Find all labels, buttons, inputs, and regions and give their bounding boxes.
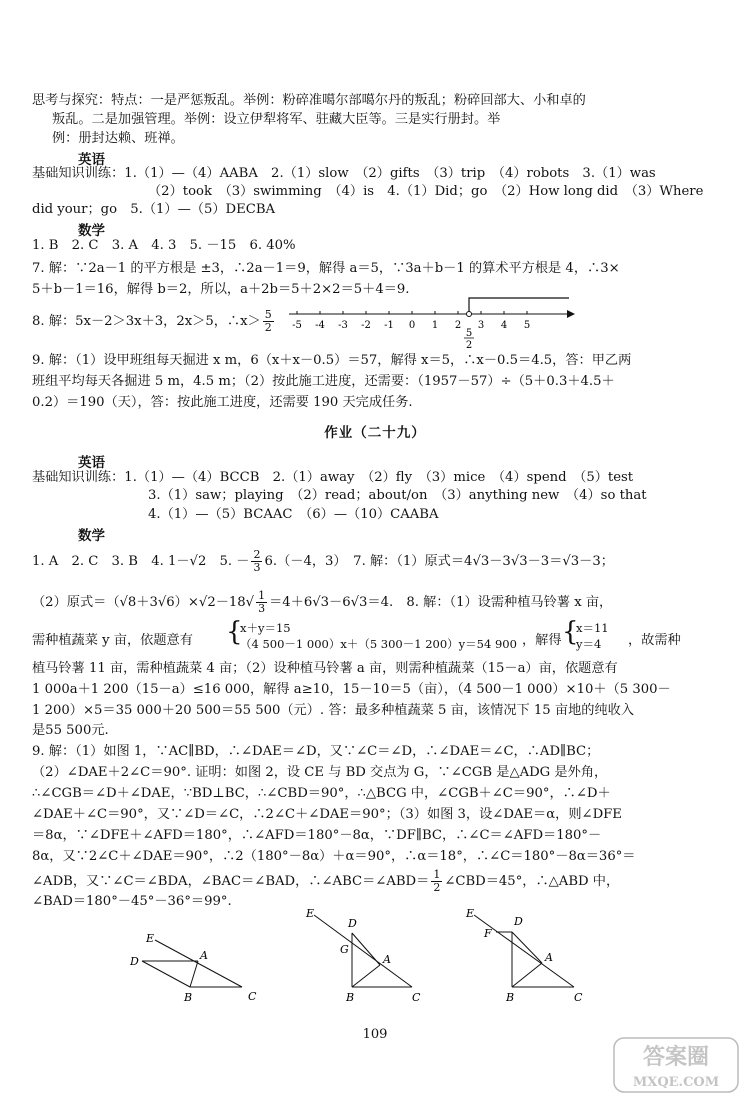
brace: { — [562, 617, 579, 647]
solution-ray — [469, 298, 569, 314]
section-title: 作业（二十九） — [324, 425, 426, 441]
number-line-tick-label: 0 — [408, 320, 416, 331]
inequality-text: 8. 解：5x－2＞3x＋3，2x＞5，∴x＞ — [32, 314, 261, 329]
math-heading: 数学 — [78, 223, 105, 239]
brace: { — [226, 617, 243, 647]
label-C: C — [574, 991, 583, 1004]
math-answer-line: 7. 解：∵2a－1 的平方根是 ±3，∴2a－1＝9，解得 a＝5，∵3a＋b－1 的算术平方根是 4，∴3× — [32, 261, 620, 276]
math-answer-line: 9. 解：（1）设甲班组每天掘进 x m，6（x＋x－0.5）＝57，解得 x＝5，∴x－0.5＝4.5，答：甲乙两 — [32, 353, 632, 368]
math-answer-line: 1 000a＋1 200（15－a）≤16 000，解得 a≥10，15－10＝5（亩），（4 500－1 000）×10＋（5 300－ — [32, 682, 671, 697]
answers-text: 1. A 2. C 3. B 4. 1－√2 5. － — [32, 554, 250, 569]
expression-text: （2）原式＝（√8＋3√6）×√2－18√ — [32, 595, 255, 610]
label-B: B — [184, 991, 193, 1004]
number-line-tick-label: -3 — [338, 320, 348, 331]
number-line-tick-label: -1 — [384, 320, 394, 331]
math-answer-line: 需种植蔬菜 y 亩，依题意有 — [32, 633, 193, 648]
fraction-numerator: 1 — [433, 868, 441, 881]
fraction-numerator: 5 — [264, 308, 272, 321]
math-answer-line: 0.2）＝190（天），答：按此施工进度，还需要 190 天完成任务. — [32, 395, 413, 410]
math-answer-line — [32, 869, 619, 894]
answers-text: 6.（－4，3） 7. 解：（1）原式＝4√3－3√3－3＝√3－3； — [264, 554, 614, 569]
math-answer-line: 是55 500元. — [32, 723, 109, 738]
math-answer-line: ∠DAE＋∠C＝90°，又∵∠D＝∠C，∴2∠C＋∠DAE＝90°；（3）如图 3，设∠DAE＝α，则∠DFE — [32, 807, 622, 822]
number-line — [285, 292, 575, 351]
english-answer-line: （2）took （3）swimming （4）is 4.（1）Did；go （2）How long did （3）Where — [148, 184, 704, 199]
math-answer-line: 5＋b－1＝16，解得 b＝2，所以，a＋2b＝5＋2×2＝5＋4＝9. — [32, 282, 410, 297]
figure-3 — [460, 905, 600, 1010]
number-line-tick-label: 1 — [431, 320, 439, 331]
label-G: G — [340, 943, 349, 956]
math-answer-line: 9. 解：（1）如图 1，∵AC∥BD，∴∠DAE＝∠D，又∵∠C＝∠D，∴∠DAE＝∠C，∴AD∥BC； — [32, 744, 600, 759]
fraction-denominator: 2 — [264, 321, 272, 334]
open-point — [467, 312, 472, 317]
english-answer-line: 基础知识训练：1.（1）—（4）AABA 2.（1）slow （2）gifts （3）trip （4）robots 3.（1）was — [32, 166, 656, 181]
solution-text: ，解得 — [522, 633, 562, 648]
english-answer-line: 3.（1）saw；playing （2）read；about/on （3）anything new （4）so that — [148, 488, 647, 503]
math-answer-line-8 — [32, 309, 276, 334]
english-answer-line: 基础知识训练：1.（1）—（4）BCCB 2.（1）away （2）fly （3）mice （4）spend （5）test — [32, 470, 634, 485]
math-answer-line: ∴∠CGB＝∠D＋∠DAE，∵BD⊥BC，∴∠CBD＝90°，∴△BCG 中，∠CGB＋∠C＝90°，∴∠D＋ — [32, 786, 611, 801]
fraction-numerator: 2 — [253, 548, 261, 561]
label-A: A — [200, 949, 208, 962]
watermark-logo — [612, 1034, 740, 1096]
fraction — [251, 549, 262, 574]
fraction-denominator: 3 — [258, 602, 266, 615]
fraction — [431, 869, 442, 894]
math-answer-line — [32, 549, 614, 574]
label-E: E — [466, 907, 475, 920]
fraction-denominator: 2 — [433, 881, 441, 894]
label-A: A — [545, 951, 553, 964]
number-line-tick-label: 3 — [477, 320, 485, 331]
label-D: D — [130, 955, 139, 968]
label-E: E — [146, 932, 155, 945]
english-answer-line: 4.（1）—（5）BCAAC （6）—（10）CAABA — [148, 507, 439, 522]
equation-2: （4 500－1 000）x＋（5 300－1 200）y＝54 900 — [240, 637, 517, 651]
math-answer-line: 8α，又∵2∠C＋∠DAE＝90°，∴2（180°－8α）＋α＝90°，∴α＝18°，∴∠C＝180°－8α＝36°＝ — [32, 849, 636, 864]
label-C: C — [412, 991, 421, 1004]
watermark-url: MXQE.COM — [632, 1075, 720, 1090]
proof-text: ∠ADB，又∵∠C＝∠BDA，∠BAC＝∠BAD，∴∠ABC＝∠ABD＝ — [32, 874, 430, 889]
equation-1: x＋y＝15 — [240, 621, 291, 635]
figure-2 — [300, 905, 440, 1010]
math-answer-line: 班组平均每天各掘进 5 m，4.5 m；（2）按此施工进度，还需要：（1957－57）÷（5＋0.3＋4.5＋ — [32, 374, 615, 389]
number-line-tick-label: -5 — [292, 320, 302, 331]
label-C: C — [248, 990, 257, 1003]
math-heading: 数学 — [78, 528, 105, 544]
fraction — [263, 309, 274, 334]
fraction-numerator: 1 — [258, 589, 266, 602]
history-answer-line-2: 叛乱。二是加强管理。举例：设立伊犁将军、驻藏大臣等。三是实行册封。举 — [52, 112, 501, 127]
number-line-tick-label: 4 — [500, 320, 508, 331]
solution-1: x＝11 — [576, 621, 609, 635]
conclusion-text: ，故需种 — [628, 633, 681, 648]
fraction — [256, 590, 267, 615]
number-line-tick-label: 5 — [523, 320, 531, 331]
label-F: F — [484, 927, 492, 940]
number-line-tick-label: -4 — [315, 320, 325, 331]
english-heading: 英语 — [78, 152, 105, 168]
history-answer-line-3: 例：册封达赖、班禅。 — [52, 131, 184, 146]
label-D: D — [348, 917, 357, 930]
math-answer-line: （2）∠DAE＋2∠C＝90°. 证明：如图 2，设 CE 与 BD 交点为 G，∵∠CGB 是△ADG 是外角， — [32, 765, 608, 780]
point-label-denominator: 2 — [465, 340, 473, 351]
label-E: E — [306, 907, 315, 920]
math-answer-line: ＝8α，∵∠DFE＋∠AFD＝180°，∴∠AFD＝180°－8α，∵DF∥BC，∴∠C＝∠AFD＝180°－ — [32, 828, 602, 843]
english-answer-line: did your；go 5.（1）—（5）DECBA — [32, 202, 276, 217]
number-line-tick-label: -2 — [361, 320, 371, 331]
label-A: A — [383, 953, 391, 966]
figure-1 — [120, 925, 270, 1010]
fraction-denominator: 3 — [253, 561, 261, 574]
number-line-tick-label: 2 — [454, 320, 462, 331]
math-answer-line: 植马铃薯 11 亩，需种植蔬菜 4 亩；（2）设种植马铃薯 a 亩，则需种植蔬菜（15－a）亩，依题意有 — [32, 661, 618, 676]
label-B: B — [346, 991, 355, 1004]
history-answer-line-1: 思考与探究：特点：一是严惩叛乱。举例：粉碎准噶尔部噶尔丹的叛乱；粉碎回部大、小和卓的 — [32, 93, 586, 108]
solution-2: y＝4 — [576, 637, 602, 651]
expression-text: ＝4＋6√3－6√3＝4. 8. 解：（1）设需种植马铃薯 x 亩， — [269, 595, 613, 610]
proof-text: ∠CBD＝45°，∴△ABD 中， — [444, 874, 620, 889]
point-label-numerator: 5 — [465, 328, 473, 339]
math-answer-line: 1 200）×5＝35 000＋20 500＝55 500（元）. 答：最多种植蔬菜 5 亩，该情况下 15 亩地的纯收入 — [32, 703, 635, 718]
math-answer-line: ∠BAD＝180°－45°－36°＝99°. — [32, 894, 232, 909]
math-answer-line: 1. B 2. C 3. A 4. 3 5. －15 6. 40% — [32, 238, 296, 253]
label-D: D — [514, 915, 523, 928]
watermark-text: 答案圈 — [642, 1044, 710, 1070]
page-number: 109 — [362, 1027, 388, 1042]
english-heading: 英语 — [78, 455, 105, 471]
math-answer-line — [32, 590, 612, 615]
label-B: B — [506, 991, 515, 1004]
